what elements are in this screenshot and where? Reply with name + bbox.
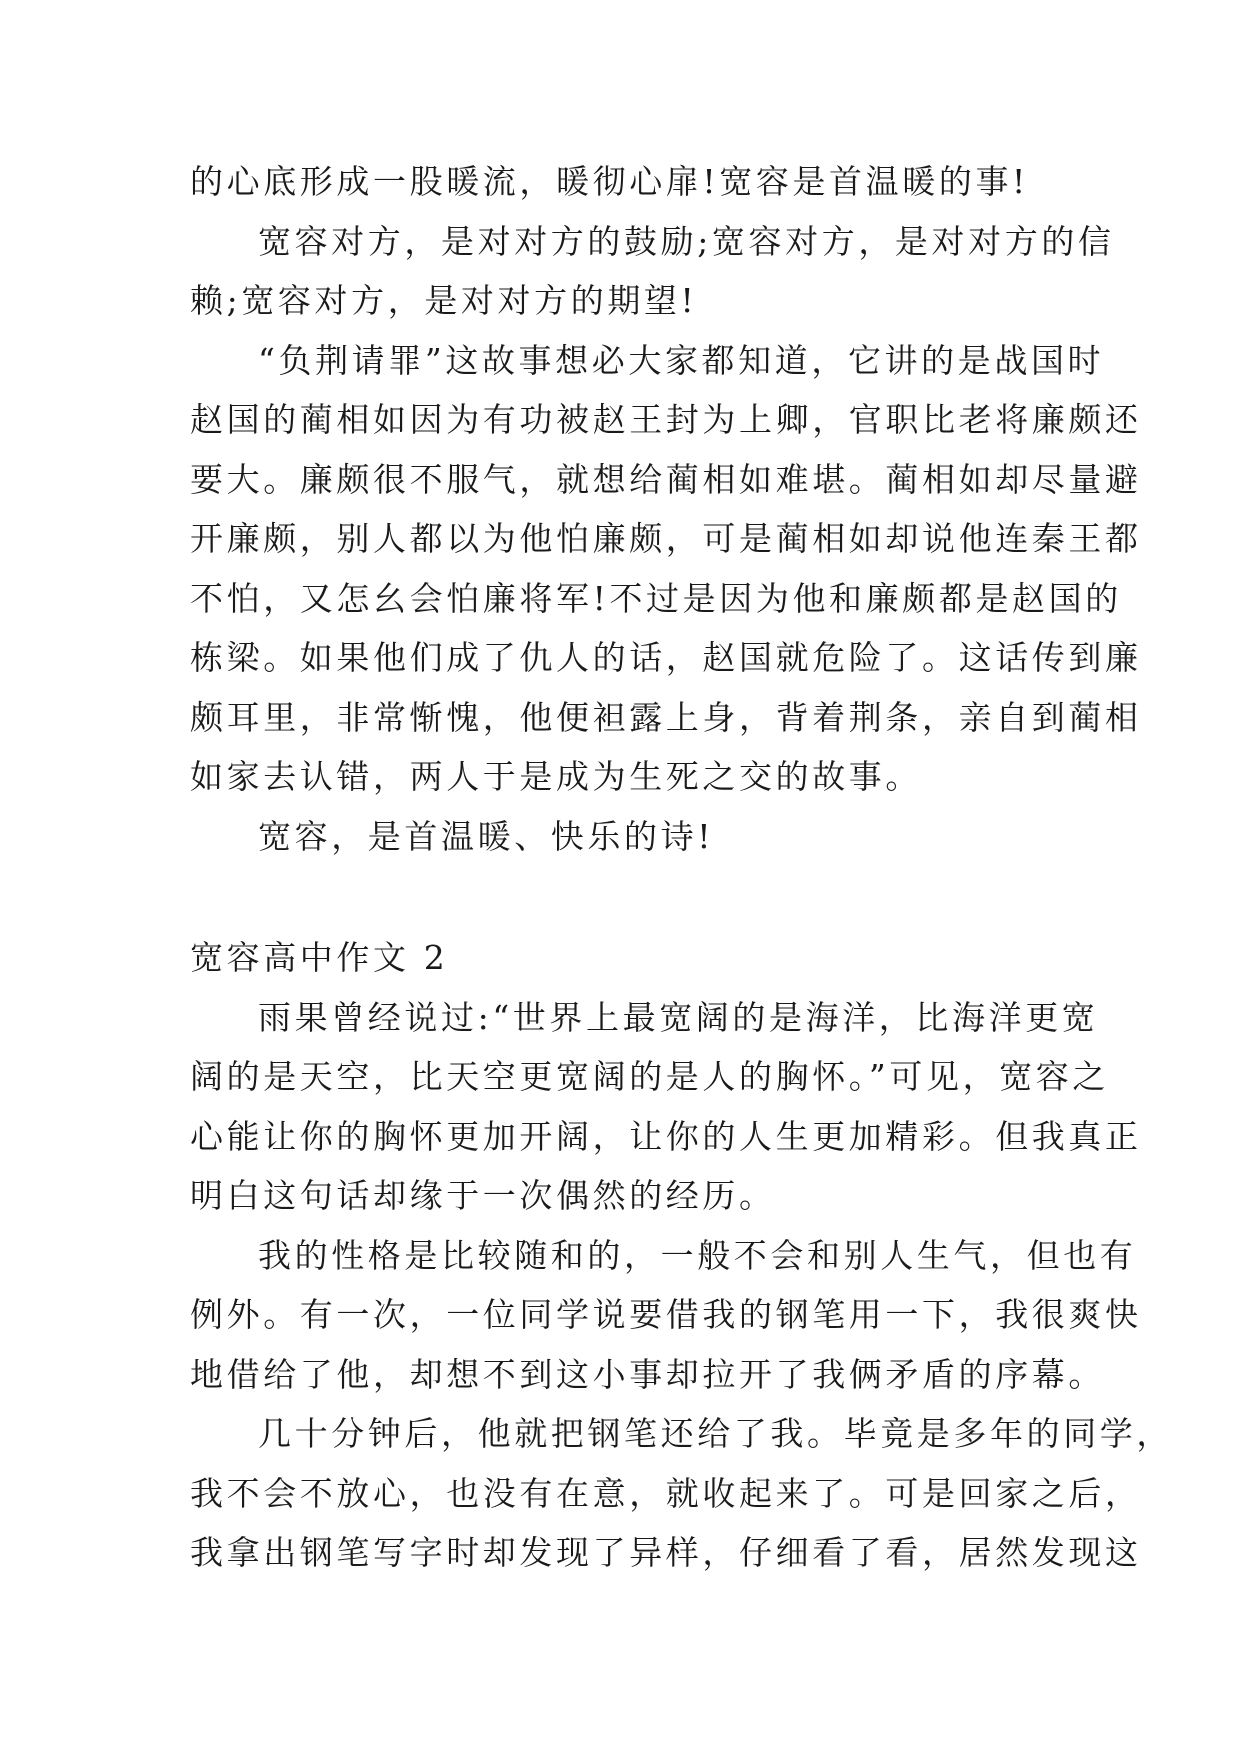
text-line: 开廉颇，别人都以为他怕廉颇，可是蔺相如却说他连秦王都: [190, 519, 1142, 558]
paragraph-first-line: 我的性格是比较随和的，一般不会和别人生气，但也有: [258, 1235, 1137, 1275]
text-line: 赖;宽容对方，是对对方的期望!: [190, 281, 698, 320]
text-line: 赵国的蔺相如因为有功被赵王封为上卿，官职比老将廉颇还: [190, 400, 1142, 439]
text-line: 我拿出钢笔写字时却发现了异样，仔细看了看，居然发现这: [190, 1533, 1142, 1572]
section-title: 宽容高中作文 2: [190, 938, 449, 977]
text-line: 心能让你的胸怀更加开阔，让你的人生更加精彩。但我真正: [190, 1116, 1142, 1156]
text-line: 我不会不放心，也没有在意，就收起来了。可是回家之后，: [190, 1473, 1142, 1513]
paragraph-first-line: 宽容，是首温暖、快乐的诗!: [258, 816, 715, 856]
section-gap: [190, 866, 1060, 928]
text-line: 如家去认错，两人于是成为生死之交的故事。: [190, 757, 922, 796]
text-line: 不怕，又怎幺会怕廉将军!不过是因为他和廉颇都是赵国的: [190, 578, 1122, 618]
text-line: 地借给了他，却想不到这小事却拉开了我俩矛盾的序幕。: [190, 1354, 1105, 1394]
text-line: 阔的是天空，比天空更宽阔的是人的胸怀。”可见，宽容之: [190, 1057, 1109, 1096]
paragraph-first-line: 宽容对方，是对对方的鼓励;宽容对方，是对对方的信: [258, 221, 1115, 261]
text-line: 颇耳里，非常惭愧，他便袒露上身，背着荆条，亲自到蔺相: [190, 697, 1142, 737]
paragraph-first-line: “负荆请罪”这故事想必大家都知道，它讲的是战国时: [258, 340, 1105, 380]
text-line: 的心底形成一股暖流，暖彻心扉!宽容是首温暖的事!: [190, 162, 1029, 201]
paragraph-first-line: 几十分钟后，他就把钢笔还给了我。毕竟是多年的同学，: [258, 1414, 1173, 1453]
paragraph-first-line: 雨果曾经说过:“世界上最宽阔的是海洋，比海洋更宽: [258, 997, 1099, 1037]
text-line: 要大。廉颇很不服气，就想给蔺相如难堪。蔺相如却尽量避: [190, 459, 1142, 499]
text-line: 栋梁。如果他们成了仇人的话，赵国就危险了。这话传到廉: [190, 638, 1142, 677]
document-page: [190, 152, 1173, 1583]
text-line: 明白这句话却缘于一次偶然的经历。: [190, 1176, 776, 1215]
text-line: 例外。有一次，一位同学说要借我的钢笔用一下，我很爽快: [190, 1295, 1142, 1334]
